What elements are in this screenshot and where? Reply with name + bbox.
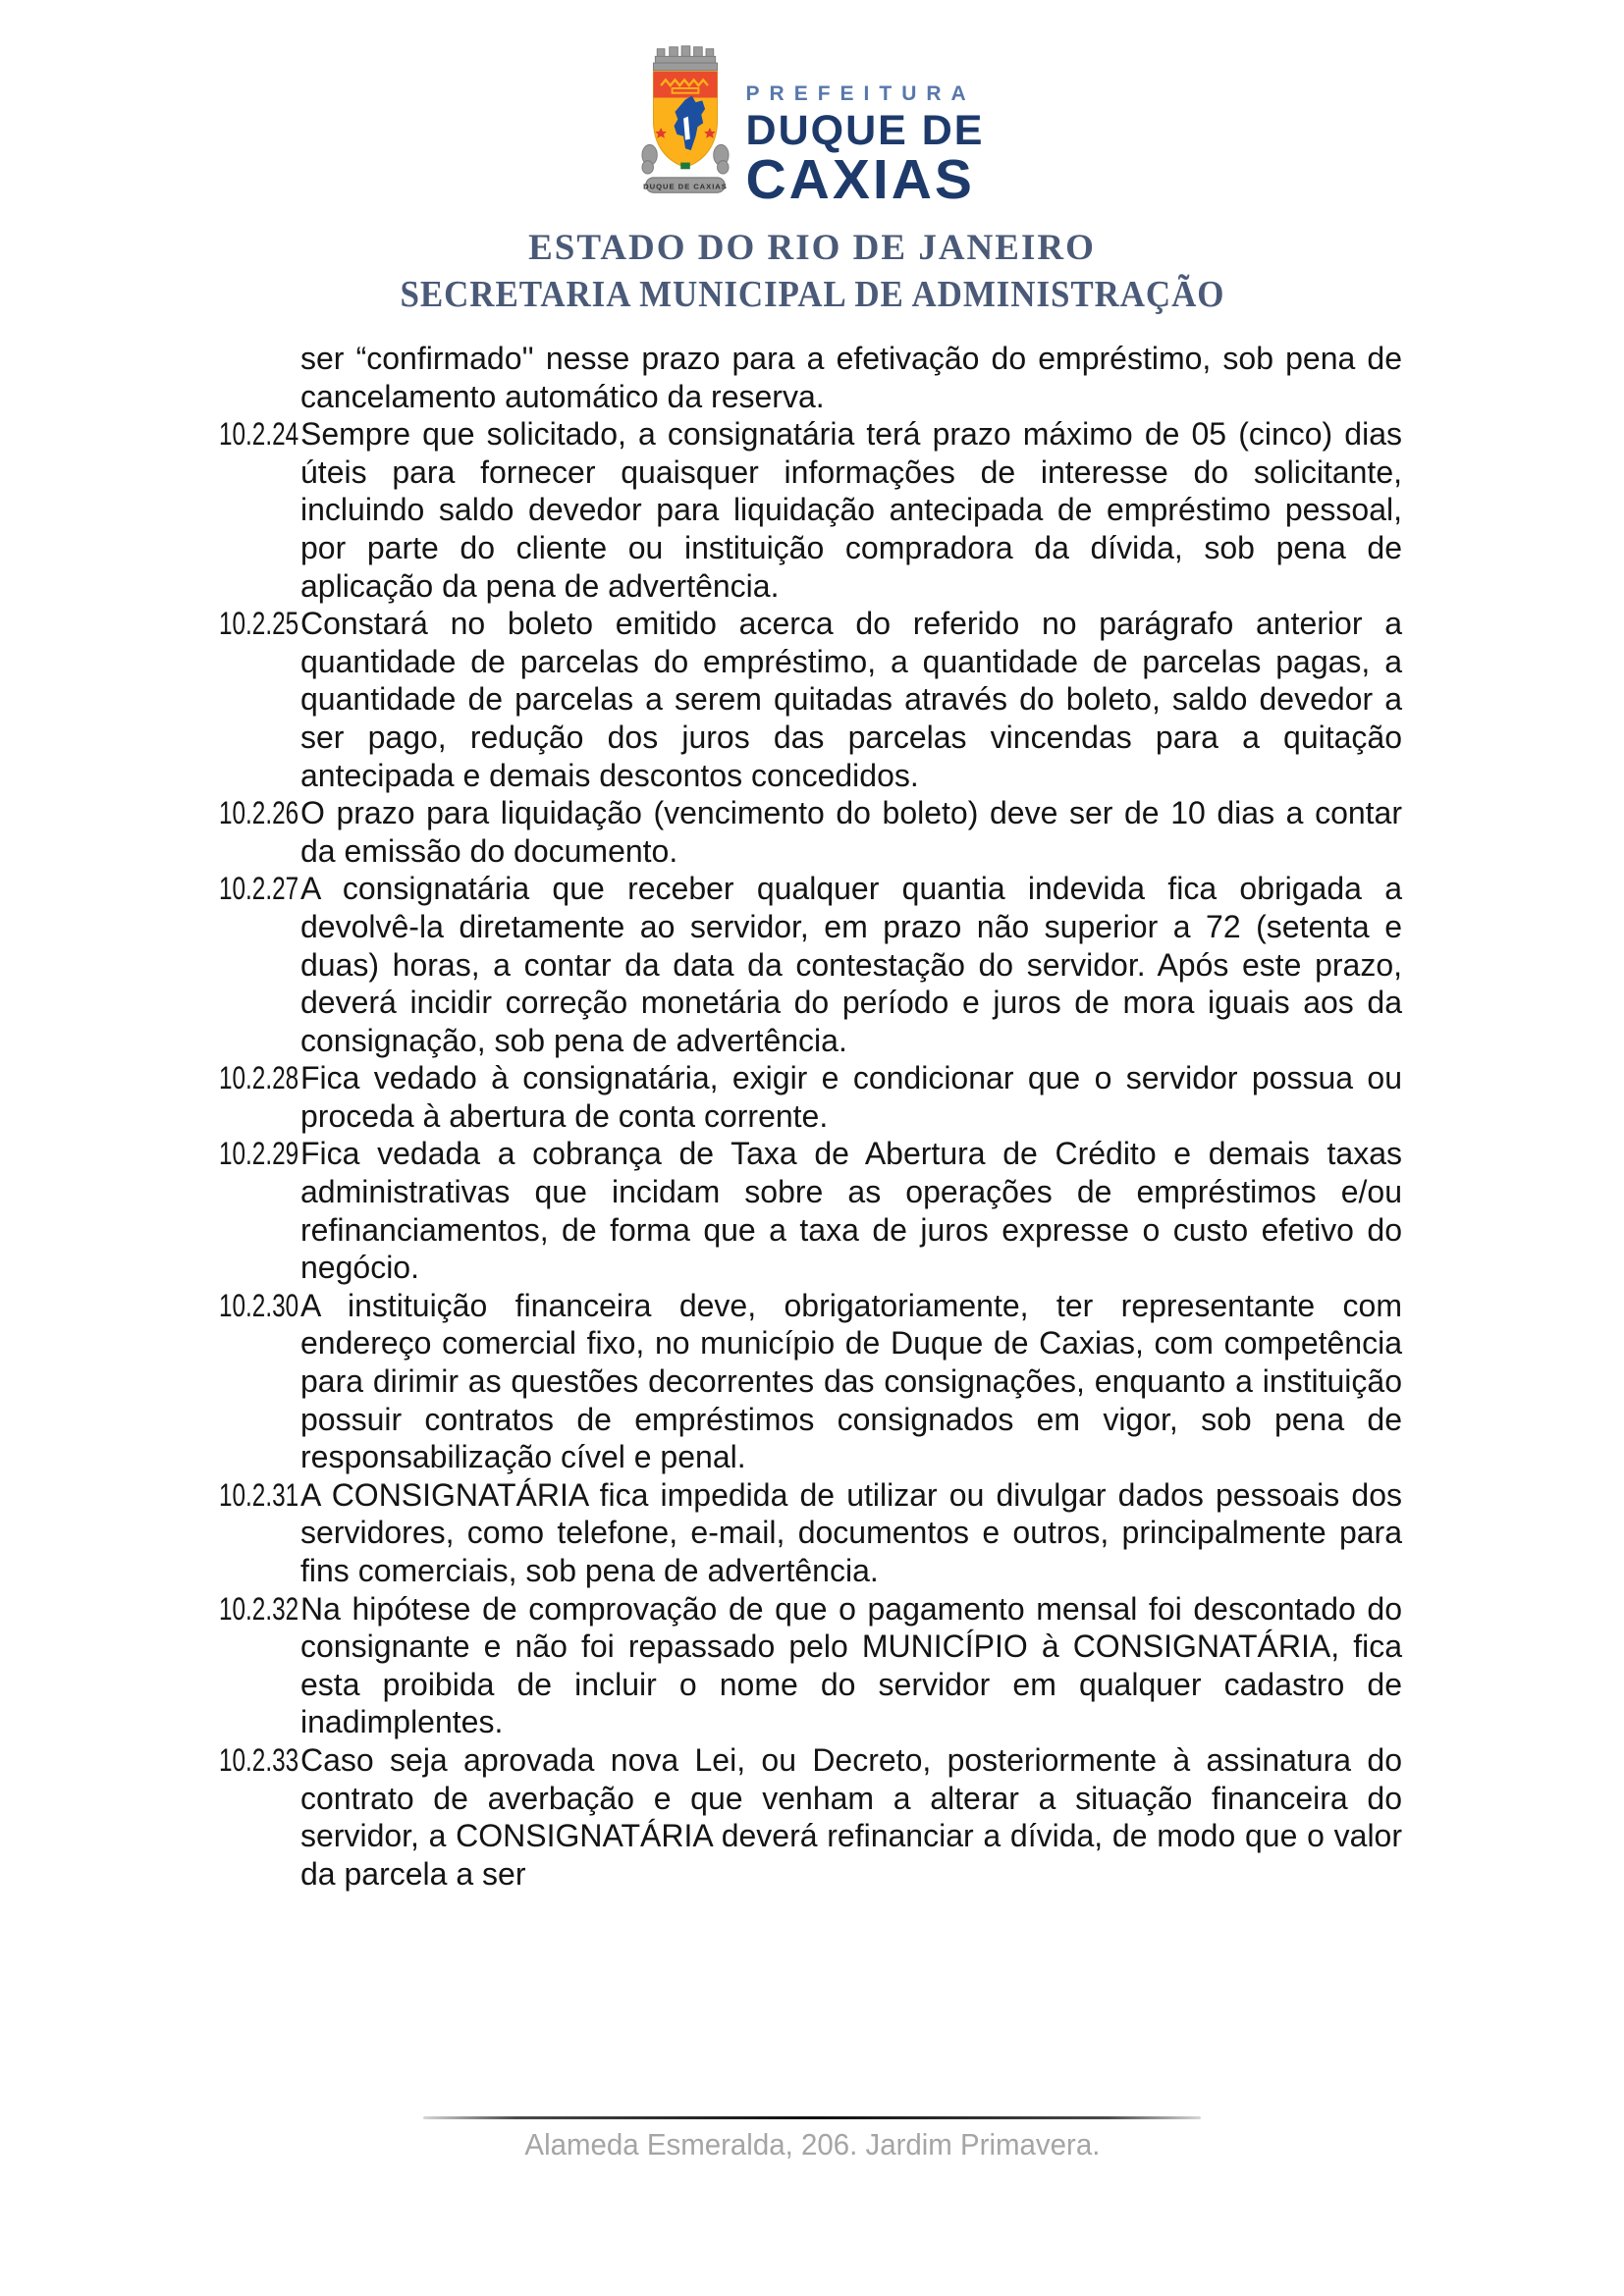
clause-text: A consignatária que receber qualquer quantia indevida fica obrigada a devolvê-la diretamente ao servidor, em prazo não superior a 72 (setenta e duas) horas, a contar da data da contestação do servidor. Após este prazo, deverá incidir correção monetária do período e juros de mora iguais aos da consignação, sob pena de advertência. (300, 871, 1402, 1058)
clause-number: 10.2.32 (219, 1590, 299, 1627)
clause-number: 10.2.31 (219, 1476, 299, 1513)
footer-rule (423, 2116, 1201, 2119)
emblem-banner-text: DUQUE DE CAXIAS (642, 182, 728, 191)
city-logo (0, 43, 1624, 211)
clause-number: 10.2.24 (219, 416, 299, 453)
clause-text: Fica vedado à consignatária, exigir e condicionar que o servidor possua ou proceda à abertura de conta corrente. (300, 1060, 1402, 1134)
secretariat-heading (0, 273, 1624, 316)
document-header (0, 0, 1624, 316)
logo-prefeitura-text: PREFEITURA (745, 82, 976, 105)
clause-text: A CONSIGNATÁRIA fica impedida de utilizar ou divulgar dados pessoais dos servidores, como telefone, e-mail, documentos e outros, principalmente para fins comerciais, sob pena de advertência. (300, 1476, 1402, 1588)
clause-item (219, 1135, 1402, 1286)
clause-item (219, 1741, 1402, 1893)
clause-number: 10.2.30 (219, 1287, 299, 1323)
logo-duque-de-text: DUQUE DE (745, 107, 985, 154)
clauses-section (219, 340, 1402, 1893)
clause-text: Na hipótese de comprovação de que o pagamento mensal foi descontado do consignante e não foi repassado pelo MUNICÍPIO à CONSIGNATÁRIA, fica esta proibida de incluir o nome do servidor em qualquer cadastro de inadimplentes. (300, 1590, 1402, 1740)
clause-text: Fica vedada a cobrança de Taxa de Abertura de Crédito e demais taxas administrativas que incidam sobre as operações de empréstimos e/ou refinanciamentos, de forma que a taxa de juros expresse o custo efetivo do negócio. (300, 1136, 1402, 1286)
clause-number: 10.2.28 (219, 1060, 299, 1096)
clause-text: Constará no boleto emitido acerca do referido no parágrafo anterior a quantidade de parcelas do empréstimo, a quantidade de parcelas pagas, a quantidade de parcelas a serem quitadas através do boleto, saldo devedor a ser pago, redução dos juros das parcelas vincendas para a quitação antecipada e demais descontos concedidos. (300, 606, 1402, 793)
clause-number: 10.2.33 (219, 1741, 299, 1778)
clause-item (219, 1476, 1402, 1590)
clause-text: A instituição financeira deve, obrigatoriamente, ter representante com endereço comercial fixo, no município de Duque de Caxias, com competência para dirimir as questões decorrentes das consignações, enquanto a instituição possuir contratos de empréstimos consignados em vigor, sob pena de responsabilização cível e penal. (300, 1287, 1402, 1475)
city-wordmark (745, 43, 985, 211)
clause-number: 10.2.27 (219, 871, 299, 907)
clause-text: Sempre que solicitado, a consignatária terá prazo máximo de 05 (cinco) dias úteis para fornecer quaisquer informações de interesse do solicitante, incluindo saldo devedor para liquidação antecipada de empréstimo pessoal, por parte do cliente ou instituição compradora da dívida, sob pena de aplicação da pena de advertência. (300, 416, 1402, 604)
state-heading: ESTADO DO RIO DE JANEIRO (528, 228, 1096, 268)
document-footer (0, 2116, 1624, 2163)
clause-item (219, 1590, 1402, 1741)
coat-of-arms-icon (640, 43, 731, 197)
secretariat-heading-text: SECRETARIA MUNICIPAL DE ADMINISTRAÇÃO (400, 274, 1224, 315)
clause-item (219, 415, 1402, 605)
clause-number: 10.2.25 (219, 606, 299, 642)
clause-item (219, 1059, 1402, 1135)
clause-continuation: ser “confirmado'' nesse prazo para a efetivação do empréstimo, sob pena de cancelamento automático da reserva. (300, 341, 1402, 414)
clause-text: Caso seja aprovada nova Lei, ou Decreto, posteriormente à assinatura do contrato de averbação e que venham a alterar a situação financeira do servidor, a CONSIGNATÁRIA deverá refinanciar a dívida, de modo que o valor da parcela a ser (300, 1741, 1402, 1892)
clause-item (219, 1287, 1402, 1476)
clause-text: O prazo para liquidação (vencimento do boleto) deve ser de 10 dias a contar da emissão do documento. (300, 795, 1402, 869)
footer-address (0, 2127, 1624, 2163)
clause-item (219, 794, 1402, 870)
footer-address-text: Alameda Esmeralda, 206. Jardim Primavera. (524, 2127, 1100, 2162)
clause-number: 10.2.29 (219, 1136, 299, 1172)
clause-number: 10.2.26 (219, 795, 299, 831)
logo-caxias-text: CAXIAS (745, 148, 975, 211)
clause-item (219, 870, 1402, 1059)
clause-item (219, 605, 1402, 794)
